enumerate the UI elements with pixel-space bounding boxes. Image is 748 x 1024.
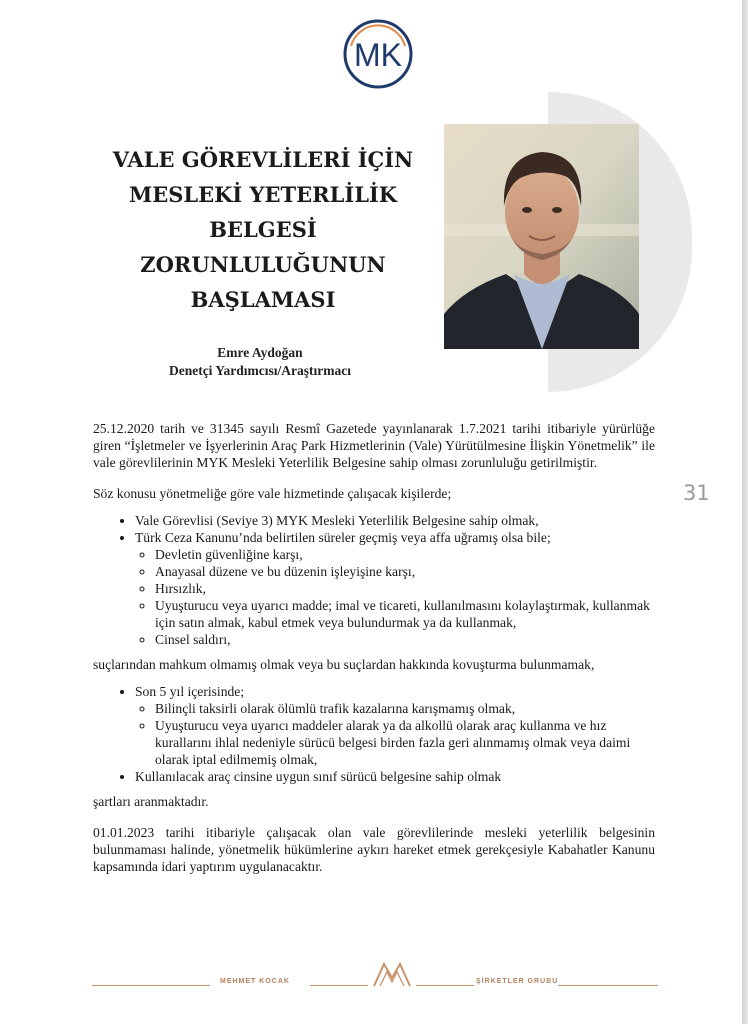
title-line: BELGESİ: [209, 217, 317, 242]
sublist-item: ◦ Devletin güvenliğine karşı,: [155, 546, 655, 563]
logo-text: MK: [354, 37, 402, 73]
sublist-item: ◦ Bilinçli taksirli olarak ölümlü trafik kazalarına karışmamış olmak,: [155, 700, 655, 717]
sublist-item: ◦ Uyuşturucu veya uyarıcı maddeler alarak ya da alkollü olarak araç kullanma ve hız kurallarını ihlal nedeniyle sürücü belgesi birden fazla geri alınmamış olmak veya daimi olarak iptal edilmemiş olmak,: [155, 717, 655, 768]
author-role: Denetçi Yardımcısı/Araştırmacı: [168, 363, 352, 378]
paragraph-intro: 25.12.2020 tarih ve 31345 sayılı Resmî Gazetede yayınlanarak 1.7.2021 tarihi itibariyle yürürlüğe giren “İşletmeler ve İşyerlerinin Araç Park Hizmetlerinin (Vale) Yürütülmesine İlişkin Yönetmelik” ile vale görevlilerinin MYK Mesleki Yeterlilik Belgesine sahip olması zorunluluğu getirilmiştir.: [93, 421, 655, 470]
list-item: • Son 5 yıl içerisinde; ◦ Bilinçli taksirli olarak ölümlü trafik kazalarına karışmamış olmak, ◦ Uyuşturucu veya uyarıcı maddeler alarak ya da alkollü olarak araç kullanma ve hız kurallarını ihlal nedeniyle sürücü belgesi birden fazla geri alınmamış olmak veya daimi olarak iptal edilmemiş olmak,: [135, 683, 655, 768]
sublist-item: ◦ Cinsel saldırı,: [155, 631, 655, 648]
title-line: MESLEKİ YETERLİLİK: [128, 182, 398, 207]
paragraph-sanction: 01.01.2023 tarihi itibariyle çalışacak olan vale görevlilerinde mesleki yeterlilik belgesinin bulunmaması halinde, yönetmelik hükümlerine aykırı hareket etmek gerekçesiyle Kabahatler Kanunu kapsamında idari yaptırım uygulanacaktır.: [93, 825, 655, 874]
page-number: 31: [683, 481, 710, 505]
author-block: [150, 344, 370, 380]
paragraph-conditions: şartları aranmaktadır.: [93, 794, 209, 809]
paragraph-scope: Söz konusu yönetmeliğe göre vale hizmetinde çalışacak kişilerde;: [93, 486, 452, 501]
page-edge-shadow: [742, 0, 748, 1024]
footer-logo-icon: [372, 960, 412, 988]
driving-requirements-list: [93, 683, 655, 785]
title-line: VALE GÖREVLİLERİ İÇİN: [112, 147, 414, 172]
footer-company-name: MEHMET KOCAK: [220, 978, 290, 985]
list-item: • Kullanılacak araç cinsine uygun sınıf sürücü belgesine sahip olmak: [135, 768, 655, 785]
driving-sublist: [135, 700, 655, 768]
author-photo: [444, 124, 639, 349]
paragraph-conviction: suçlarından mahkum olmamış olmak veya bu suçlardan hakkında kovuşturma bulunmamak,: [93, 657, 595, 672]
sublist-item: ◦ Anayasal düzene ve bu düzenin işleyişine karşı,: [155, 563, 655, 580]
sublist-item: ◦ Hırsızlık,: [155, 580, 655, 597]
list-item: • Türk Ceza Kanunu’nda belirtilen süreler geçmiş veya affa uğramış olsa bile; ◦ Devletin güvenliğine karşı, ◦ Anayasal düzene ve bu düzenin işleyişine karşı, ◦ Hırsızlık, ◦ Uyuşturucu veya uyarıcı madde; imal ve ticareti, kullanılmasını kolaylaştırmak, kullanmak için satın almak, kabul etmek veya bulundurmak ya da kullanmak, ◦ Cinsel saldırı,: [135, 529, 655, 648]
article-title: [98, 142, 428, 317]
mk-logo: [342, 18, 414, 90]
title-line: ZORUNLULUĞUNUN: [140, 252, 386, 277]
footer-group-label: ŞİRKETLER GRUBU: [476, 978, 559, 985]
list-item: • Vale Görevlisi (Seviye 3) MYK Mesleki Yeterlilik Belgesine sahip olmak,: [135, 512, 655, 529]
crime-sublist: [135, 546, 655, 648]
author-name: Emre Aydoğan: [217, 345, 303, 360]
requirements-list: [93, 512, 655, 648]
title-line: BAŞLAMASI: [190, 287, 336, 312]
article-body: [93, 420, 655, 875]
page-footer: [92, 954, 658, 994]
sublist-item: ◦ Uyuşturucu veya uyarıcı madde; imal ve ticareti, kullanılmasını kolaylaştırmak, kullanmak için satın almak, kabul etmek veya bulundurmak ya da kullanmak,: [155, 597, 655, 631]
